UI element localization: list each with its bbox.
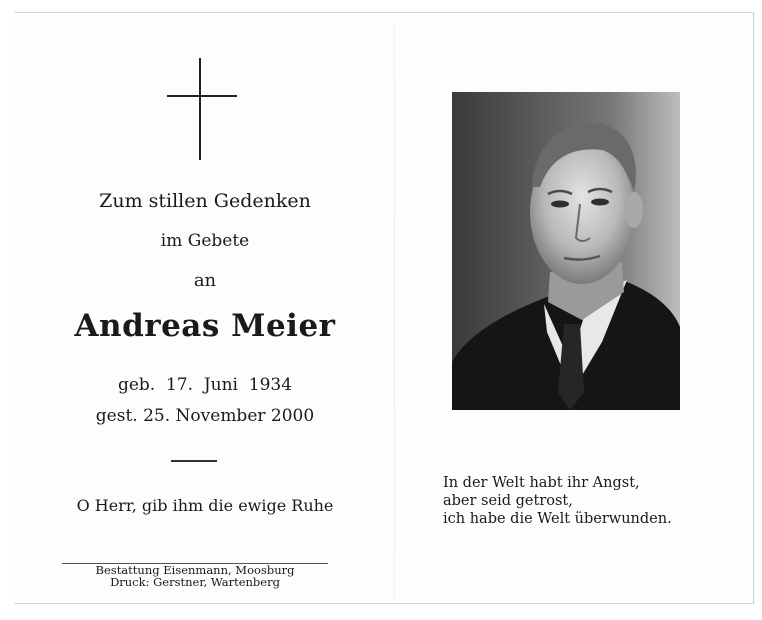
quote-line: In der Welt habt ihr Angst,	[443, 475, 640, 491]
quote-line: ich habe die Welt überwunden.	[443, 511, 672, 527]
heading-text: Zum stillen Gedenken	[99, 190, 311, 212]
credits	[62, 564, 328, 588]
printer-credit: Druck: Gerstner, Wartenberg	[110, 575, 280, 589]
quote-line: aber seid getrost,	[443, 493, 573, 509]
funeral-home-credit: Bestattung Eisenmann, Moosburg	[95, 563, 295, 577]
divider-short	[171, 460, 217, 462]
subheading-text: im Gebete	[160, 231, 250, 251]
connector-text: an	[193, 270, 217, 291]
deceased-name: Andreas Meier	[74, 308, 336, 344]
prayer-text: O Herr, gib ihm die ewige Ruhe	[76, 496, 334, 515]
portrait-photo	[452, 92, 680, 410]
cross-icon	[167, 58, 237, 160]
death-date: gest. 25. November 2000	[95, 406, 315, 426]
portrait-illustration	[452, 92, 680, 410]
bible-quote	[443, 474, 672, 528]
card-fold	[394, 23, 395, 603]
birth-date: geb. 17. Juni 1934	[117, 375, 293, 395]
